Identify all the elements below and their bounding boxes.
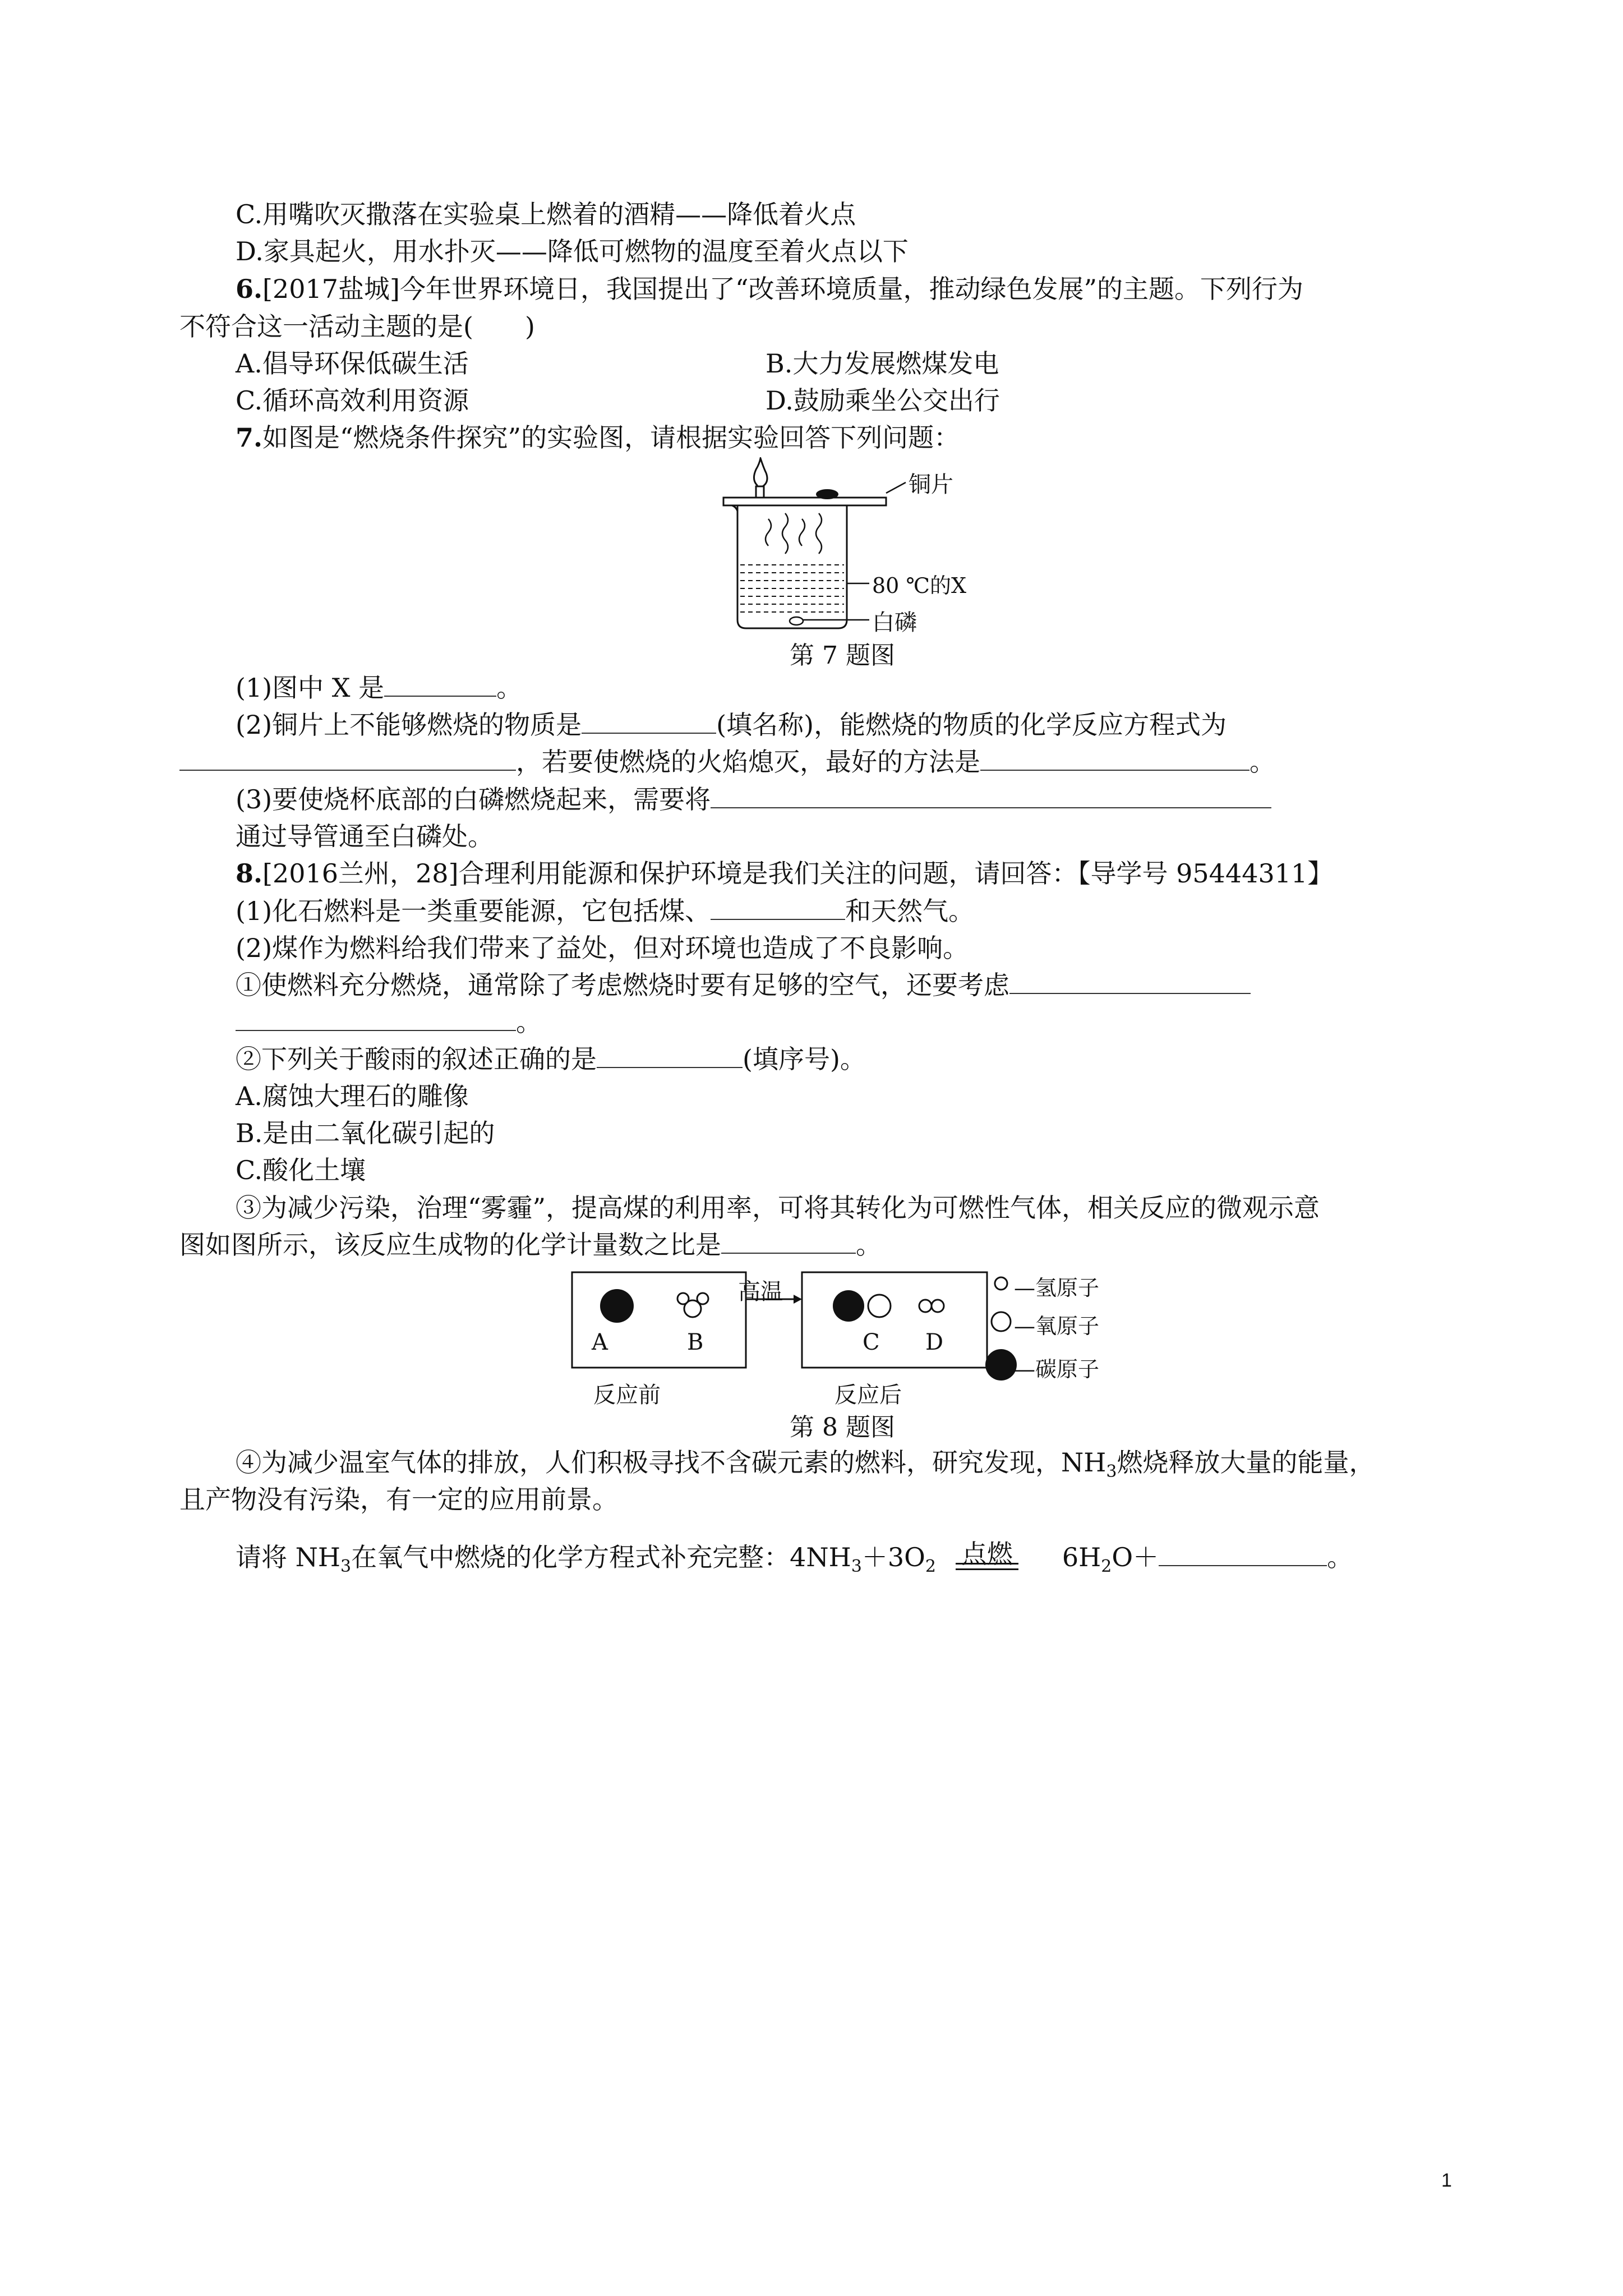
q7-part1-end: 。	[496, 673, 523, 703]
legend-oxygen-icon	[992, 1312, 1011, 1331]
answer-blank[interactable]	[711, 896, 845, 920]
q8-sub1-line1	[236, 968, 1251, 1002]
legend-hydrogen-icon	[995, 1277, 1007, 1290]
q7-part3-line1	[236, 783, 1271, 816]
after-box	[802, 1272, 987, 1368]
oxygen-atom-icon	[868, 1295, 891, 1317]
q8-stem	[236, 857, 1333, 890]
q8-sub1-text: ①使燃料充分燃烧，通常除了考虑燃烧时要有足够的空气，还要考虑	[236, 970, 1009, 1000]
hydrogen-atom-icon	[919, 1300, 932, 1312]
legend-carbon: —碳原子	[1014, 1357, 1100, 1382]
q8-sub2	[236, 1042, 866, 1076]
eq-text: 请将 NH	[236, 1542, 340, 1572]
q8-sub2-end: (填序号)。	[743, 1044, 866, 1074]
hydrogen-atom-icon	[677, 1293, 689, 1304]
q7-number: 7.	[236, 422, 263, 453]
q8-sub4-text: ④为减少温室气体的排放，人们积极寻找不含碳元素的燃料，研究发现，NH	[236, 1447, 1106, 1478]
eq-text: ＋3O	[861, 1542, 925, 1572]
q8-sub3-end: 。	[856, 1230, 882, 1260]
leader-line	[886, 482, 906, 493]
eq-end: 。	[1327, 1542, 1353, 1572]
q8-sub3-text: 图如图所示，该反应生成物的化学计量数之比是	[179, 1230, 721, 1260]
answer-blank[interactable]	[711, 785, 1271, 808]
q6-option-b: B.大力发展燃煤发电	[766, 348, 999, 379]
q6-option-d: D.鼓励乘坐公交出行	[766, 385, 1000, 416]
label-d: D	[925, 1329, 944, 1355]
eq-text: 在氧气中燃烧的化学方程式补充完整：4NH	[351, 1542, 851, 1572]
q8-sub3-line1: ③为减少污染，治理“雾霾”，提高煤的利用率，可将其转化为可燃性气体，相关反应的微观示意	[236, 1193, 1320, 1223]
q6-option-a: A.倡导环保低碳生活	[236, 348, 469, 379]
q7-stem-text: 如图是“燃烧条件探究”的实验图，请根据实验回答下列问题：	[262, 422, 960, 453]
q8-sub4-text2: 燃烧释放大量的能量，	[1117, 1447, 1375, 1478]
water-level	[740, 565, 844, 612]
q7-figure-caption: 第 7 题图	[790, 641, 895, 670]
q6-option-c: C.循环高效利用资源	[236, 385, 469, 416]
q5-option-c: C.用嘴吹灭撒落在实验桌上燃着的酒精——降低着火点	[236, 199, 856, 229]
eq-text: O＋	[1112, 1542, 1159, 1572]
answer-blank[interactable]	[179, 747, 516, 771]
q7-part2-text2: (填名称)，能燃烧的物质的化学反应方程式为	[716, 710, 1227, 740]
steam-line	[782, 513, 788, 554]
carbon-atom-icon	[833, 1290, 864, 1322]
q8-sub3-line2	[179, 1228, 882, 1262]
q8-part1	[236, 894, 974, 928]
answer-blank[interactable]	[597, 1045, 743, 1068]
q7-stem	[236, 421, 960, 454]
q8-option-b: B.是由二氧化碳引起的	[236, 1118, 495, 1148]
answer-blank[interactable]	[582, 710, 716, 734]
answer-blank[interactable]	[384, 673, 496, 697]
legend-carbon-icon	[985, 1349, 1017, 1381]
label-copper: 铜片	[909, 472, 953, 498]
q8-part1-text: (1)化石燃料是一类重要能源，它包括煤、	[236, 896, 711, 926]
beaker	[737, 505, 847, 628]
hydrogen-atom-icon	[932, 1300, 944, 1312]
q7-part2-line2	[179, 745, 1275, 779]
q8-sub1-line2	[236, 1005, 542, 1039]
q8-sub1-end: 。	[516, 1007, 542, 1037]
answer-blank[interactable]	[980, 747, 1249, 771]
label-white-phosphorus: 白磷	[872, 610, 917, 636]
legend-oxygen: —氧原子	[1014, 1314, 1100, 1338]
q7-part1-text: (1)图中 X 是	[236, 673, 385, 703]
q6-stem-line2: 不符合这一活动主题的是( )	[179, 311, 535, 342]
label-80c-x: 80 ℃的X	[872, 573, 966, 598]
steam-line	[816, 513, 822, 554]
answer-blank[interactable]	[236, 1007, 516, 1031]
label-before: 反应前	[593, 1382, 661, 1408]
label-b: B	[687, 1329, 704, 1355]
q8-option-a: A.腐蚀大理石的雕像	[236, 1081, 469, 1111]
answer-blank[interactable]	[721, 1230, 856, 1254]
q7-part2-text: (2)铜片上不能够燃烧的物质是	[236, 710, 582, 740]
q7-part2-line1	[236, 708, 1227, 742]
subscript: 3	[1106, 1462, 1117, 1482]
q7-part3-line2: 通过导管通至白磷处。	[236, 821, 494, 852]
arrow-condition: 高温	[738, 1279, 783, 1305]
answer-blank[interactable]	[1009, 970, 1251, 994]
q5-option-d: D.家具起火，用水扑灭——降低可燃物的温度至着火点以下	[236, 236, 909, 266]
q7-part3-text: (3)要使烧杯底部的白磷燃烧起来，需要将	[236, 784, 711, 815]
steam-line	[766, 519, 771, 546]
legend-hydrogen: —氢原子	[1014, 1276, 1100, 1300]
arrow-head-icon	[794, 1295, 802, 1304]
red-phosphorus-holder	[756, 486, 764, 498]
answer-blank[interactable]	[1159, 1543, 1327, 1566]
q8-option-c: C.酸化土壤	[236, 1155, 366, 1185]
hydrogen-atom-icon	[697, 1293, 708, 1304]
steam-line	[799, 519, 805, 546]
q8-sub2-text: ②下列关于酸雨的叙述正确的是	[236, 1044, 597, 1074]
q8-sub4-line2: 且产物没有污染，有一定的应用前景。	[179, 1484, 618, 1515]
subscript: 3	[851, 1557, 862, 1577]
carbon-atom-icon	[600, 1289, 634, 1323]
label-a: A	[592, 1329, 608, 1355]
red-phosphorus-lump	[816, 489, 838, 499]
q6-stem-text: [2017盐城]今年世界环境日，我国提出了“改善环境质量，推动绿色发展”的主题。下列行为	[262, 274, 1304, 304]
eq-line	[956, 1568, 1018, 1570]
q8-equation	[236, 1540, 1353, 1584]
subscript: 2	[925, 1557, 936, 1577]
copper-plate	[723, 498, 886, 505]
q7-experiment-figure	[712, 457, 1026, 634]
q7-part2-end: 。	[1249, 747, 1275, 777]
subscript: 2	[1101, 1557, 1112, 1577]
label-c: C	[863, 1329, 880, 1355]
page-number: 1	[1441, 2170, 1452, 2191]
white-phosphorus	[790, 617, 803, 625]
q8-number: 8.	[236, 858, 263, 889]
eq-text: 6H	[1062, 1542, 1101, 1572]
label-after: 反应后	[834, 1382, 902, 1408]
subscript: 3	[340, 1557, 352, 1577]
q7-part2-text3: ，若要使燃烧的火焰熄灭，最好的方法是	[516, 747, 980, 777]
q6-stem-line1	[236, 272, 1303, 306]
q8-part2: (2)煤作为燃料给我们带来了益处，但对环境也造成了不良影响。	[236, 933, 969, 963]
q7-part1	[236, 671, 522, 705]
q6-number: 6.	[236, 274, 263, 304]
eq-condition: 点燃	[961, 1539, 1013, 1569]
q8-stem-text: [2016兰州，28]合理利用能源和保护环境是我们关注的问题，请回答：【导学号 95444311】	[262, 858, 1334, 889]
q8-figure-caption: 第 8 题图	[790, 1413, 895, 1442]
eq-line	[956, 1563, 1018, 1565]
q8-part1-end: 和天然气。	[845, 896, 975, 926]
